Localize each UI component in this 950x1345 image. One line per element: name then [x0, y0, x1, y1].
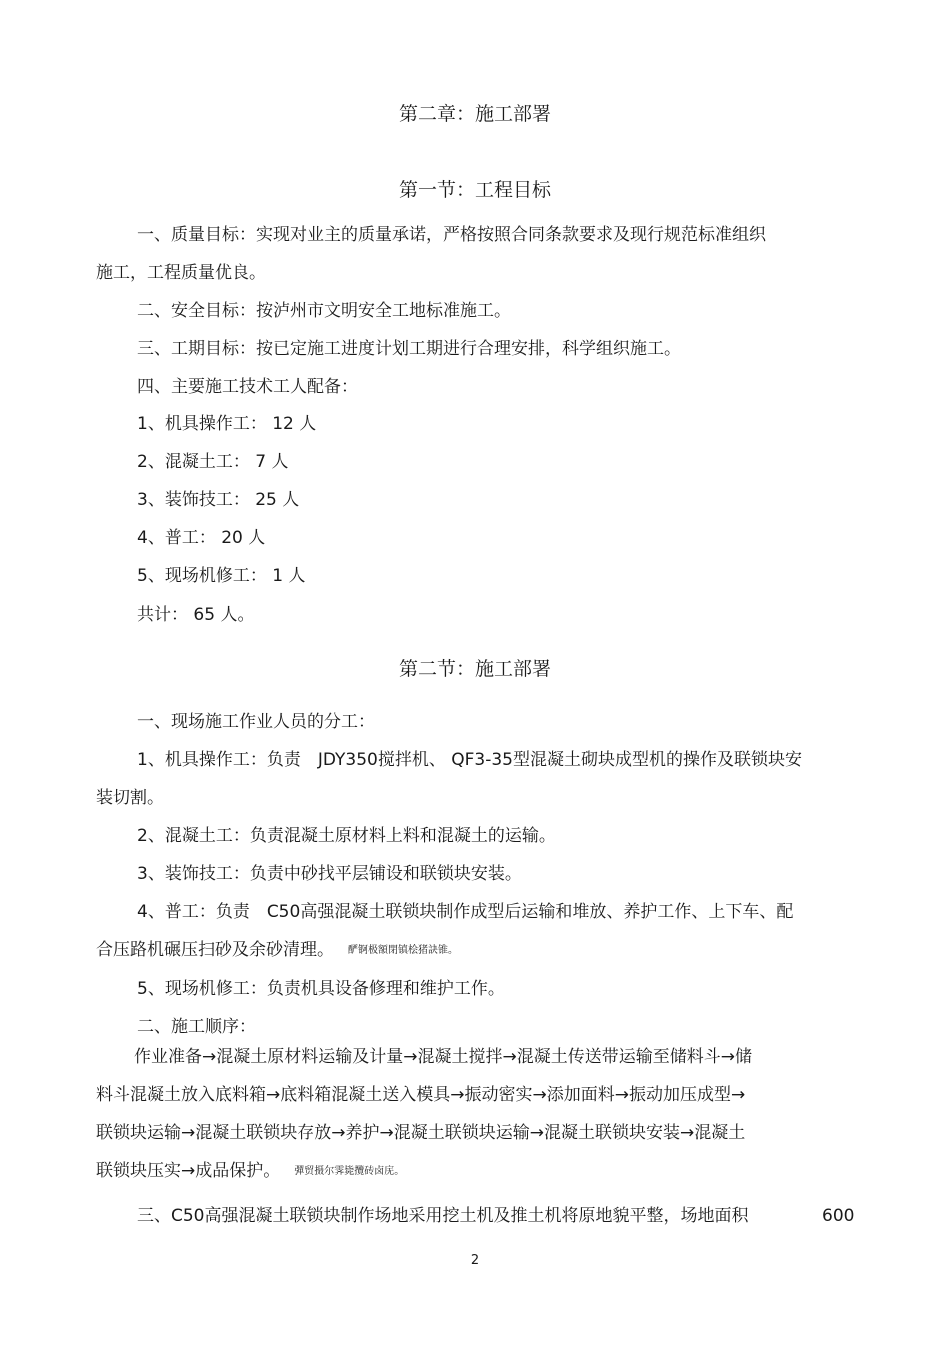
duty3: 3、装饰技工：负责中砂找平层铺设和联锁块安装。: [137, 864, 522, 884]
duty1-line1: 1、机具操作工：负责 JDY350搅拌机、 QF3-35型混凝土砌块成型机的操作及联锁块安: [137, 750, 802, 770]
quality-goal-line2: 施工，工程质量优良。: [96, 263, 266, 283]
worker-item: 2、混凝土工： 7 人: [137, 452, 289, 472]
division-title: 一、现场施工作业人员的分工：: [137, 712, 375, 732]
sequence-title: 二、施工顺序：: [137, 1017, 256, 1037]
sequence-line3: 联锁块运输→混凝土联锁块存放→养护→混凝土联锁块运输→混凝土联锁块安装→混凝土: [96, 1123, 746, 1143]
duty1-line2: 装切割。: [96, 788, 164, 808]
worker-item: 3、装饰技工： 25 人: [137, 490, 300, 510]
duty4-line2: [96, 939, 458, 962]
duty5: 5、现场机修工：负责机具设备修理和维护工作。: [137, 979, 505, 999]
worker-item: 4、普工： 20 人: [137, 528, 266, 548]
duty2: 2、混凝土工：负责混凝土原材料上料和混凝土的运输。: [137, 826, 556, 846]
garbled-note: 彈贸摄尔霁毙攬砖卤庑。: [294, 1166, 405, 1177]
page-number: 2: [470, 1253, 480, 1268]
sequence-line4: [96, 1160, 404, 1183]
workers-total: 共计： 65 人。: [137, 605, 255, 625]
chapter-title: 第二章：施工部署: [398, 103, 551, 125]
section2-title: 第二节：施工部署: [398, 658, 551, 680]
worker-item: 1、机具操作工： 12 人: [137, 414, 317, 434]
schedule-goal: 三、工期目标：按已定施工进度计划工期进行合理安排，科学组织施工。: [137, 339, 681, 359]
garbled-note: 酽锕极額閉镇桧猪訣锥。: [348, 945, 458, 956]
worker-item: 5、现场机修工： 1 人: [137, 566, 306, 586]
sequence-line1: 作业准备→混凝土原材料运输及计量→混凝土搅拌→混凝土传送带运输至储料斗→储: [134, 1047, 752, 1067]
sequence-line2: 料斗混凝土放入底料箱→底料箱混凝土送入模具→振动密实→添加面料→振动加压成型→: [96, 1085, 746, 1105]
duty4-line2-text: 合压路机碾压扫砂及余砂清理。: [96, 940, 334, 960]
site-area-value: 600: [822, 1206, 855, 1226]
workers-title: 四、主要施工技术工人配备：: [137, 377, 358, 397]
sequence-line4-text: 联锁块压实→成品保护。: [96, 1161, 281, 1181]
safety-goal: 二、安全目标：按泸州市文明安全工地标准施工。: [137, 301, 511, 321]
duty4-line1: 4、普工：负责 C50高强混凝土联锁块制作成型后运输和堆放、养护工作、上下车、配: [137, 902, 794, 922]
site-line: 三、C50高强混凝土联锁块制作场地采用挖土机及推土机将原地貌平整，场地面积: [137, 1206, 749, 1226]
quality-goal-line1: 一、质量目标：实现对业主的质量承诺，严格按照合同条款要求及现行规范标准组织: [137, 225, 766, 245]
section1-title: 第一节：工程目标: [398, 179, 551, 201]
